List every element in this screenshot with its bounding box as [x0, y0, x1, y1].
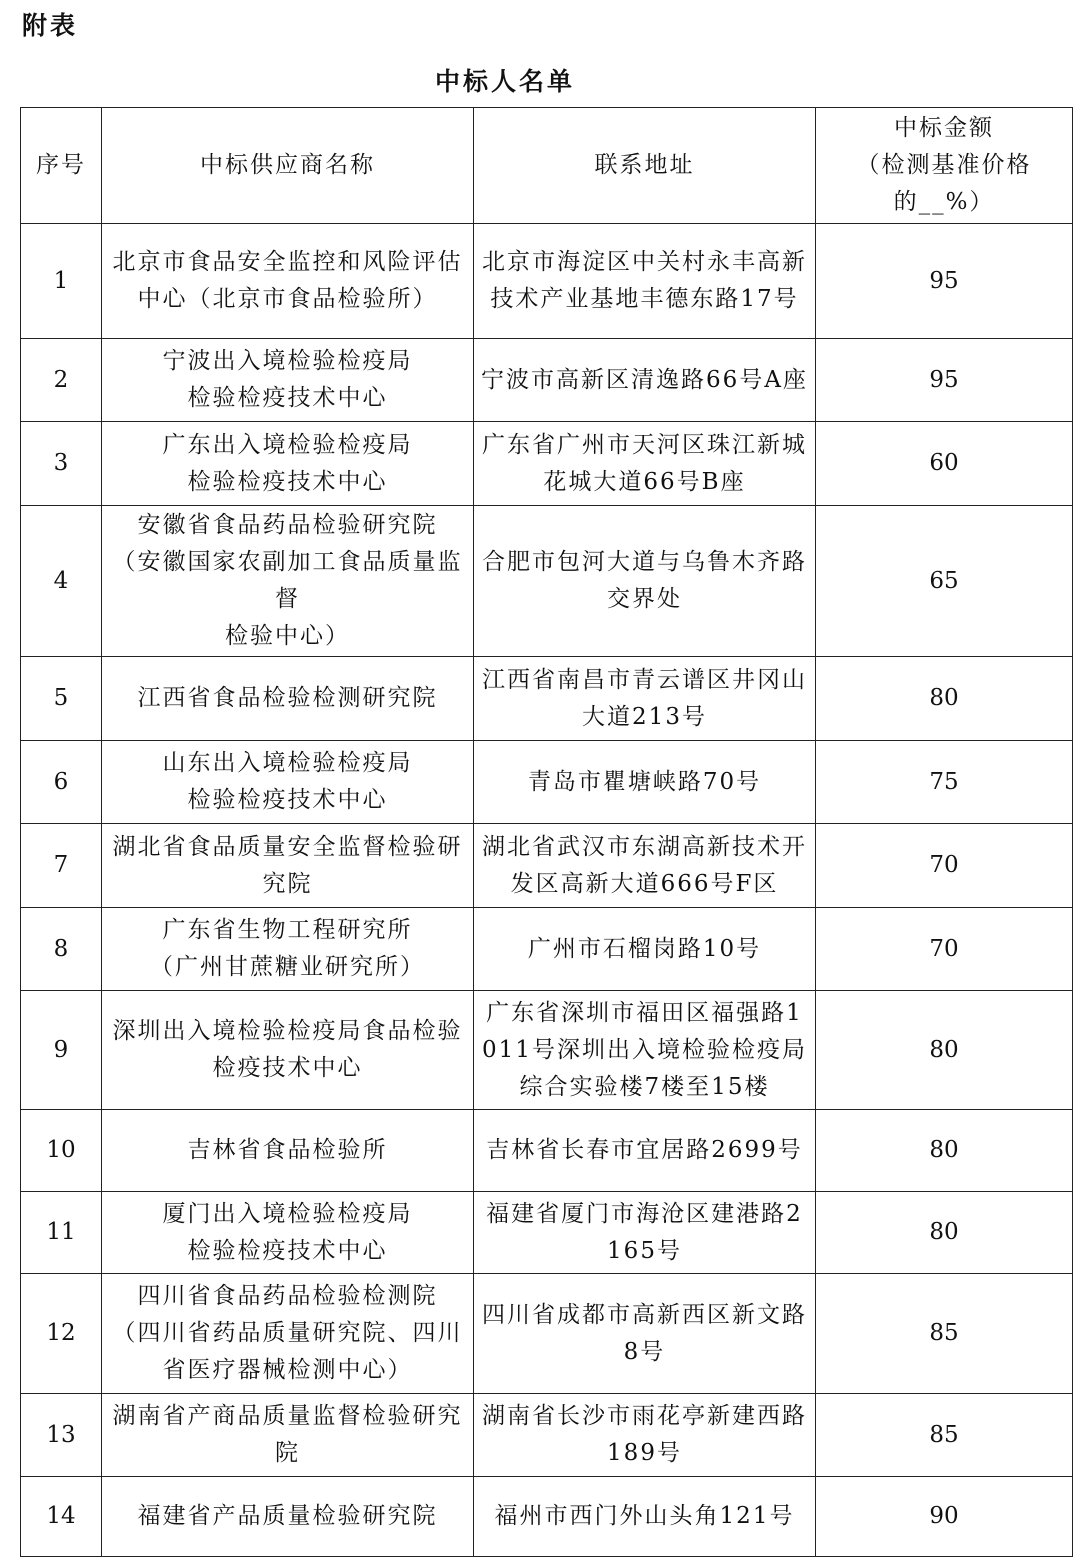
row-seq-cell: 13 — [21, 1394, 102, 1477]
row-amount-cell: 80 — [816, 1110, 1073, 1192]
row-supplier-cell: 安徽省食品药品检验研究院 （安徽国家农副加工食品质量监督 检验中心） — [102, 506, 474, 657]
row-amount-cell: 95 — [816, 339, 1073, 422]
row-supplier-cell: 广东省生物工程研究所 （广州甘蔗糖业研究所） — [102, 908, 474, 991]
row-seq-cell: 2 — [21, 339, 102, 422]
row-amount-cell: 70 — [816, 908, 1073, 991]
table-row — [21, 991, 1073, 1110]
row-address-cell: 福州市西门外山头角121号 — [474, 1477, 816, 1557]
row-seq-cell: 4 — [21, 506, 102, 657]
row-address-cell: 北京市海淀区中关村永丰高新技术产业基地丰德东路17号 — [474, 224, 816, 339]
page-title: 中标人名单 — [434, 67, 575, 96]
table-row — [21, 422, 1073, 506]
row-supplier-cell: 湖北省食品质量安全监督检验研究院 — [102, 824, 474, 908]
row-seq-cell: 12 — [21, 1274, 102, 1394]
row-seq-cell: 7 — [21, 824, 102, 908]
row-address-cell: 吉林省长春市宜居路2699号 — [474, 1110, 816, 1192]
row-amount-cell: 80 — [816, 991, 1073, 1110]
row-supplier-cell: 四川省食品药品检验检测院 （四川省药品质量研究院、四川省医疗器械检测中心） — [102, 1274, 474, 1394]
row-supplier-cell: 厦门出入境检验检疫局 检验检疫技术中心 — [102, 1192, 474, 1274]
table-row — [21, 506, 1073, 657]
row-supplier-cell: 山东出入境检验检疫局 检验检疫技术中心 — [102, 741, 474, 824]
header-amount: 中标金额 （检测基准价格 的__%） — [816, 108, 1073, 224]
table-row — [21, 1274, 1073, 1394]
row-address-cell: 四川省成都市高新西区新文路8号 — [474, 1274, 816, 1394]
row-amount-cell: 85 — [816, 1394, 1073, 1477]
table-row — [21, 824, 1073, 908]
row-seq-cell: 9 — [21, 991, 102, 1110]
row-amount-cell: 80 — [816, 657, 1073, 741]
table-body — [21, 108, 1073, 1557]
row-address-cell: 广东省深圳市福田区福强路1011号深圳出入境检验检疫局综合实验楼7楼至15楼 — [474, 991, 816, 1110]
table-row — [21, 1394, 1073, 1477]
row-amount-cell: 80 — [816, 1192, 1073, 1274]
row-seq-cell: 10 — [21, 1110, 102, 1192]
row-seq-cell: 1 — [21, 224, 102, 339]
row-amount-cell: 75 — [816, 741, 1073, 824]
row-seq-cell: 14 — [21, 1477, 102, 1557]
row-address-cell: 广州市石榴岗路10号 — [474, 908, 816, 991]
row-seq-cell: 6 — [21, 741, 102, 824]
table-row — [21, 741, 1073, 824]
row-address-cell: 青岛市瞿塘峡路70号 — [474, 741, 816, 824]
row-supplier-cell: 深圳出入境检验检疫局食品检验检疫技术中心 — [102, 991, 474, 1110]
row-supplier-cell: 广东出入境检验检疫局 检验检疫技术中心 — [102, 422, 474, 506]
row-address-cell: 福建省厦门市海沧区建港路2165号 — [474, 1192, 816, 1274]
row-supplier-cell: 江西省食品检验检测研究院 — [102, 657, 474, 741]
row-amount-cell: 70 — [816, 824, 1073, 908]
winning-bidders-table — [20, 107, 1073, 1557]
row-seq-cell: 11 — [21, 1192, 102, 1274]
row-address-cell: 宁波市高新区清逸路66号A座 — [474, 339, 816, 422]
header-address: 联系地址 — [474, 108, 816, 224]
row-amount-cell: 95 — [816, 224, 1073, 339]
table-row — [21, 1477, 1073, 1557]
row-address-cell: 江西省南昌市青云谱区井冈山大道213号 — [474, 657, 816, 741]
row-supplier-cell: 湖南省产商品质量监督检验研究院 — [102, 1394, 474, 1477]
row-seq-cell: 8 — [21, 908, 102, 991]
table-row — [21, 339, 1073, 422]
table-row — [21, 224, 1073, 339]
row-seq-cell: 3 — [21, 422, 102, 506]
row-supplier-cell: 福建省产品质量检验研究院 — [102, 1477, 474, 1557]
header-seq: 序号 — [21, 108, 102, 224]
row-amount-cell: 85 — [816, 1274, 1073, 1394]
table-row — [21, 657, 1073, 741]
row-supplier-cell: 北京市食品安全监控和风险评估中心（北京市食品检验所） — [102, 224, 474, 339]
row-address-cell: 湖北省武汉市东湖高新技术开发区高新大道666号F区 — [474, 824, 816, 908]
row-address-cell: 合肥市包河大道与乌鲁木齐路交界处 — [474, 506, 816, 657]
row-address-cell: 广东省广州市天河区珠江新城花城大道66号B座 — [474, 422, 816, 506]
table-header-row — [21, 108, 1073, 224]
appendix-label: 附表 — [22, 11, 79, 40]
row-seq-cell: 5 — [21, 657, 102, 741]
row-supplier-cell: 吉林省食品检验所 — [102, 1110, 474, 1192]
row-amount-cell: 90 — [816, 1477, 1073, 1557]
header-supplier: 中标供应商名称 — [102, 108, 474, 224]
row-amount-cell: 60 — [816, 422, 1073, 506]
table-row — [21, 908, 1073, 991]
row-address-cell: 湖南省长沙市雨花亭新建西路189号 — [474, 1394, 816, 1477]
table-row — [21, 1110, 1073, 1192]
row-amount-cell: 65 — [816, 506, 1073, 657]
row-supplier-cell: 宁波出入境检验检疫局 检验检疫技术中心 — [102, 339, 474, 422]
table-row — [21, 1192, 1073, 1274]
